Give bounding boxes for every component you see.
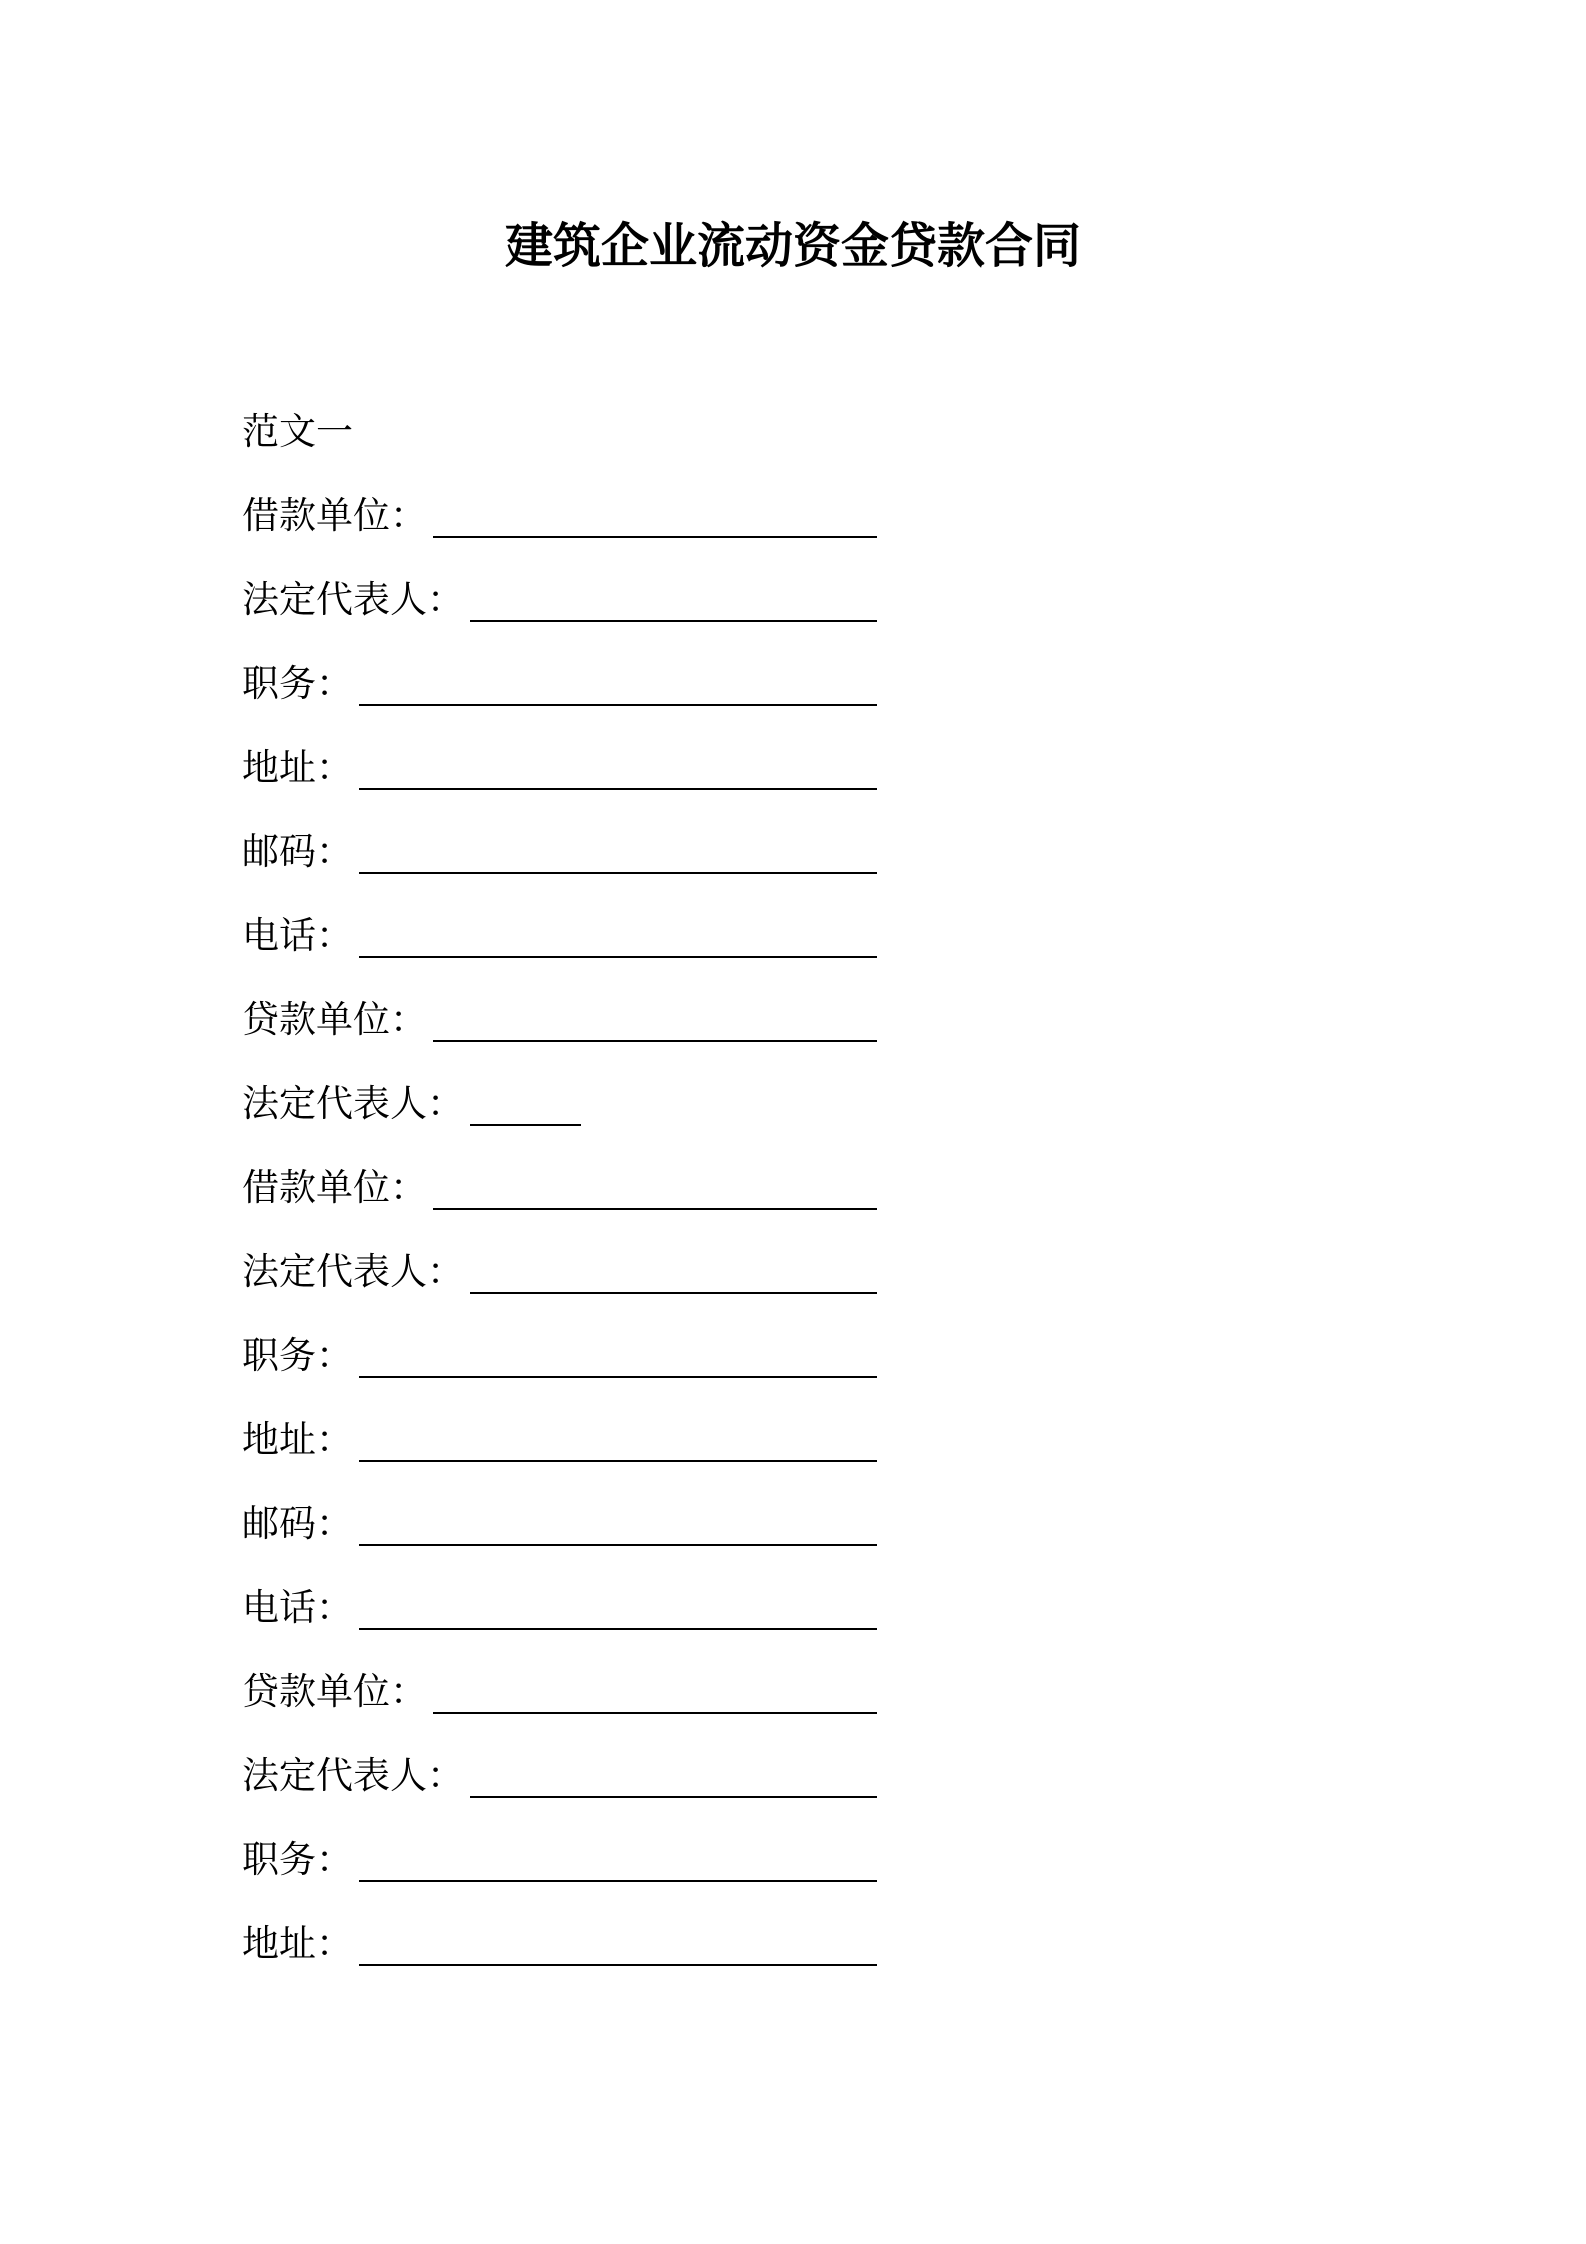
field-row-lender-unit xyxy=(242,994,1342,1046)
blank-line xyxy=(433,1170,877,1213)
field-label: 法定代表人： xyxy=(242,1082,464,1125)
field-label: 地址： xyxy=(242,746,353,789)
blank-line xyxy=(433,1002,877,1045)
field-row-position xyxy=(242,1834,1342,1886)
fill-blank xyxy=(470,578,877,630)
fill-blank xyxy=(433,998,877,1050)
field-row-address xyxy=(242,1918,1342,1970)
field-label: 贷款单位： xyxy=(242,1670,427,1713)
fill-blank xyxy=(433,1166,877,1218)
section-label: 范文一 xyxy=(242,410,353,453)
field-row-legal-representative xyxy=(242,1246,1342,1298)
field-label: 地址： xyxy=(242,1418,353,1461)
fill-blank xyxy=(359,1838,877,1890)
fill-blank xyxy=(359,1502,877,1554)
field-label: 地址： xyxy=(242,1922,353,1965)
blank-line xyxy=(359,1506,877,1549)
field-row-borrower-unit xyxy=(242,1162,1342,1214)
fill-blank xyxy=(359,1922,877,1974)
field-label: 借款单位： xyxy=(242,1166,427,1209)
field-label: 电话： xyxy=(242,1586,353,1629)
field-row-phone xyxy=(242,910,1342,962)
field-label: 职务： xyxy=(242,1334,353,1377)
fill-blank xyxy=(359,1586,877,1638)
fill-blank xyxy=(359,830,877,882)
field-label: 贷款单位： xyxy=(242,998,427,1041)
fill-blank xyxy=(433,494,877,546)
field-list xyxy=(242,490,1342,1970)
field-row-address xyxy=(242,1414,1342,1466)
fill-blank xyxy=(359,662,877,714)
blank-line xyxy=(359,834,877,877)
field-label: 法定代表人： xyxy=(242,1250,464,1293)
blank-line xyxy=(359,666,877,709)
blank-line xyxy=(359,750,877,793)
blank-line xyxy=(359,1590,877,1633)
field-row-position xyxy=(242,1330,1342,1382)
blank-line xyxy=(470,582,877,625)
field-row-address xyxy=(242,742,1342,794)
fill-blank xyxy=(470,1754,877,1806)
field-label: 职务： xyxy=(242,1838,353,1881)
blank-line xyxy=(359,918,877,961)
document-body xyxy=(242,406,1342,2002)
fill-blank xyxy=(359,914,877,966)
field-row-borrower-unit xyxy=(242,490,1342,542)
field-row-legal-representative xyxy=(242,1078,1342,1130)
field-label: 法定代表人： xyxy=(242,578,464,621)
blank-line xyxy=(433,1674,877,1717)
fill-blank xyxy=(359,1418,877,1470)
blank-line xyxy=(359,1338,877,1381)
field-label: 电话： xyxy=(242,914,353,957)
blank-line xyxy=(470,1758,877,1801)
field-row-legal-representative xyxy=(242,1750,1342,1802)
document-title: 建筑企业流动资金贷款合同 xyxy=(504,218,1081,274)
blank-line xyxy=(359,1926,877,1969)
field-row-phone xyxy=(242,1582,1342,1634)
field-label: 邮码： xyxy=(242,830,353,873)
field-row-postcode xyxy=(242,1498,1342,1550)
field-label: 邮码： xyxy=(242,1502,353,1545)
field-row-postcode xyxy=(242,826,1342,878)
blank-line xyxy=(470,1254,877,1297)
fill-blank xyxy=(433,1670,877,1722)
field-row-lender-unit xyxy=(242,1666,1342,1718)
fill-blank xyxy=(470,1082,581,1134)
blank-line xyxy=(359,1422,877,1465)
blank-line xyxy=(433,498,877,541)
fill-blank xyxy=(359,746,877,798)
field-label: 法定代表人： xyxy=(242,1754,464,1797)
field-row-position xyxy=(242,658,1342,710)
field-label: 职务： xyxy=(242,662,353,705)
fill-blank xyxy=(359,1334,877,1386)
blank-line xyxy=(359,1842,877,1885)
field-row-legal-representative xyxy=(242,574,1342,626)
blank-line xyxy=(470,1086,581,1129)
field-label: 借款单位： xyxy=(242,494,427,537)
fill-blank xyxy=(470,1250,877,1302)
